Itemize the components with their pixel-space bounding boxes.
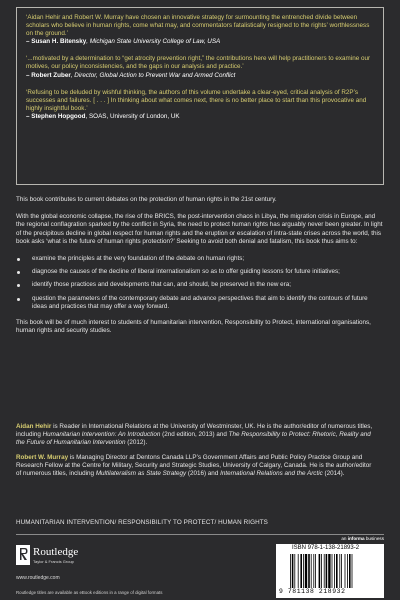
bullet-icon xyxy=(17,298,20,301)
endorsements-panel xyxy=(16,7,384,185)
publisher-group: Taylor & Francis Group xyxy=(33,559,74,564)
author-bio-murray: Robert W. Murray is Managing Director at Dentons Canada LLP’s Government Affairs and Public Policy Practice Group and Research Fellow at the Centre for Military, Security and Strategic Studies, University of Calgary, Canada. He is the author/editor of numerous titles, including Multilateralism as State Strategy (2016) and International Relations and the Arctic (2014). xyxy=(16,453,372,478)
endorsement-attribution: – Susan H. Bitensky, Michigan State University College of Law, USA xyxy=(26,38,221,46)
divider xyxy=(16,534,384,535)
aim-item: question the parameters of the contemporary debate and advance perspectives that aim to identify the contours of future ideas and practices that may offer a way forward. xyxy=(16,295,383,311)
publisher-logo xyxy=(16,545,96,575)
aim-item: diagnose the causes of the decline of liberal internationalism so as to offer guiding lessons for future initiatives; xyxy=(16,268,383,276)
routledge-logo-icon xyxy=(16,545,30,565)
bullet-icon xyxy=(17,271,20,274)
bullet-icon xyxy=(17,284,20,287)
publisher-url[interactable]: www.routledge.com xyxy=(16,575,60,581)
aim-item: identify those practices and developments that can, and should, be preserved in the new era; xyxy=(16,281,383,289)
endorsement xyxy=(26,14,375,46)
book-description xyxy=(16,196,383,344)
description-body: With the global economic collapse, the rise of the BRICS, the post-intervention chaos in Libya, the migration crisis in Europe, and the regional conflagration sparked by the conflict in Syria, the need to protect human rights has arguably never been greater. In light of the precipitous decline in global respect for human rights and the eruption or escalation of intra-state crises across the world, this book asks ‘what is the future of human rights protection?’ Seeking to avoid both denial and fatalism, this book thus aims to: xyxy=(16,213,383,245)
subject-categories: HUMANITARIAN INTERVENTION/ RESPONSIBILITY TO PROTECT/ HUMAN RIGHTS xyxy=(16,519,268,526)
isbn-label: ISBN 978-1-138-21893-2 xyxy=(292,545,360,551)
isbn-digits: 9 781138 218932 xyxy=(279,588,346,595)
ebook-note: Routledge titles are available as eBook editions in a range of digital formats xyxy=(16,590,163,595)
barcode-icon xyxy=(290,554,372,588)
publisher-name: Routledge xyxy=(33,546,79,558)
author-bio-hehir: Aidan Hehir is Reader in International Relations at the University of Westminster, UK. He is the author/editor of numerous titles, including Humanitarian Intervention: An Introduction (2nd edition, 2013) and The Responsibility to Protect: Rhetoric, Reality and the Future of Humanitarian Intervention (2012). xyxy=(16,423,373,447)
endorsement-quote: ‘Aidan Hehir and Robert W. Murray have chosen an innovative strategy for surmounting the entrenched divide between scholars who believe in human rights, come what may, and commentators fatalistically resigned to the rights’ worthlessness on the ground.’ xyxy=(26,14,370,38)
endorsement-quote: ‘...motivated by a determination to “get atrocity prevention right,” the contributions here will help practitioners to examine our motives, our policy inconsistencies, and the gaps in our analysis and practice.’ xyxy=(26,55,371,71)
endorsement-attribution: – Stephen Hopgood, SOAS, University of London, UK xyxy=(26,112,180,120)
aim-item: examine the principles at the very foundation of the debate on human rights; xyxy=(16,255,383,263)
aims-list xyxy=(16,255,383,311)
endorsement xyxy=(26,55,375,79)
description-closing: This book will be of much interest to students of humanitarian intervention, Responsibility to Protect, international organisations, human rights and security studies. xyxy=(16,319,371,335)
description-intro: This book contributes to current debates on the protection of human rights in the 21st century. xyxy=(16,196,277,203)
endorsement xyxy=(26,89,375,121)
informa-business-tag: an informa business xyxy=(341,536,384,541)
isbn-barcode-box xyxy=(276,544,384,598)
author-bios xyxy=(16,423,376,484)
endorsement-attribution: – Robert Zuber, Director, Global Action to Prevent War and Armed Conflict xyxy=(26,71,236,79)
bullet-icon xyxy=(17,258,20,261)
endorsement-quote: ‘Refusing to be deluded by wishful thinking, the authors of this volume undertake a clear-eyed, critical analysis of R2P’s successes and failures. [ . . . ] In thinking about what comes next, there is no better place to start than this provocative and highly insightful book.’ xyxy=(26,88,367,112)
